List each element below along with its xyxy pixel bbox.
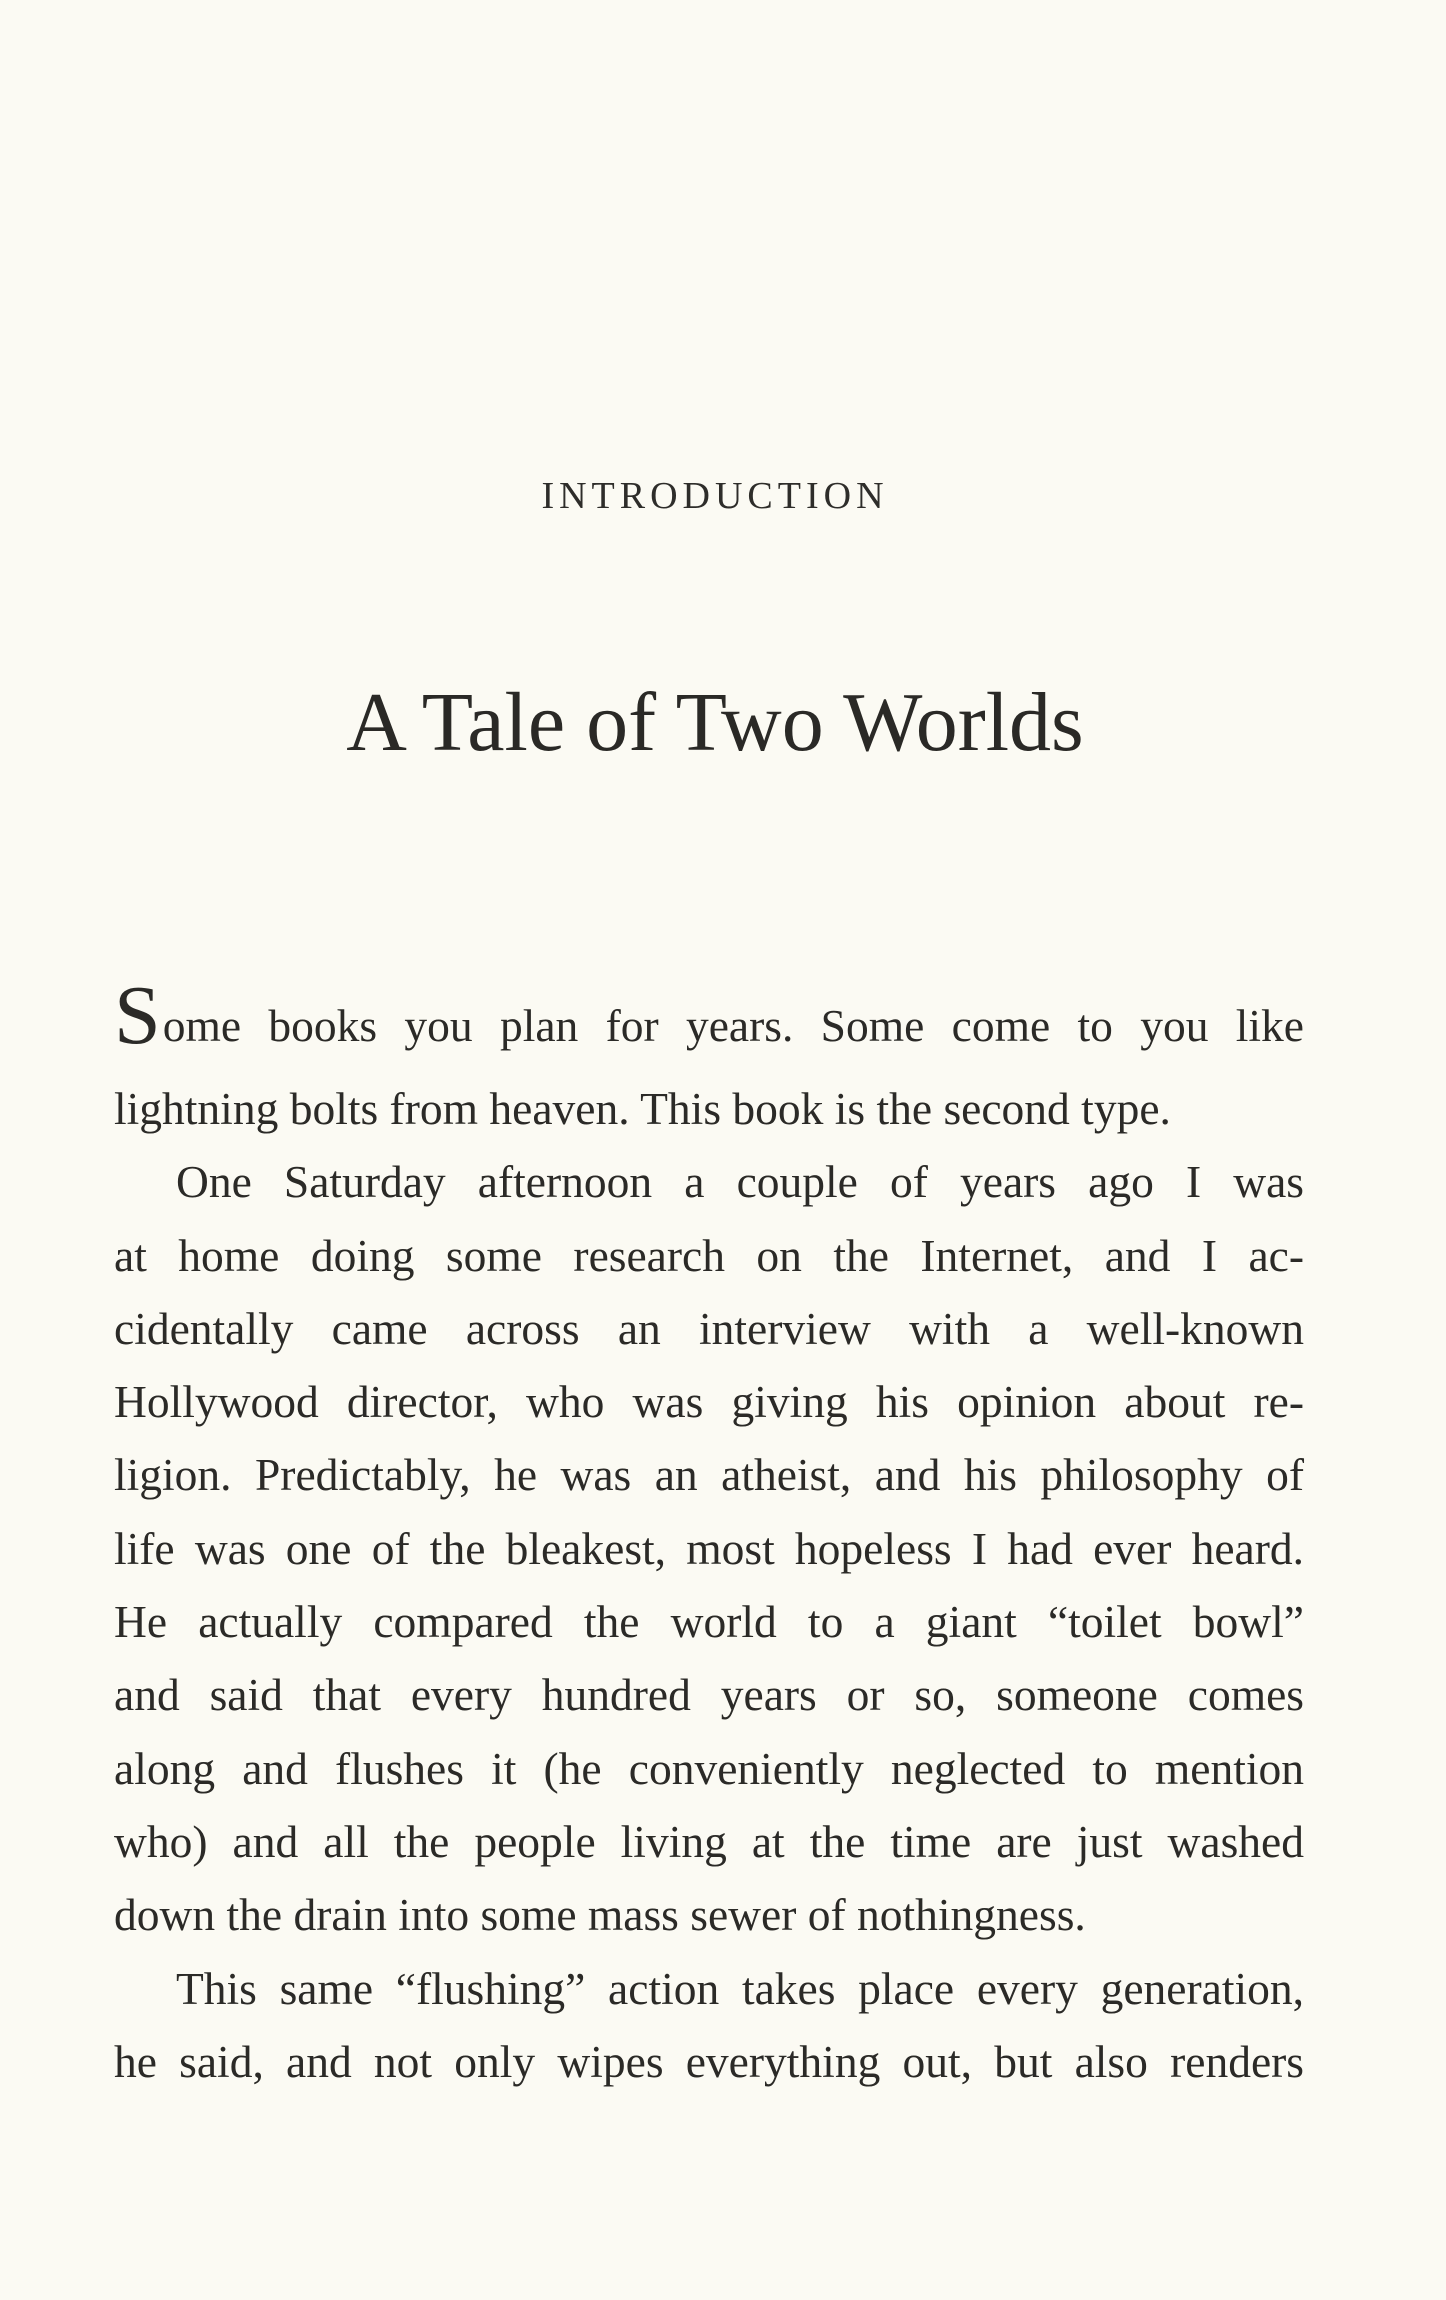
body-line: along and flushes it (he conveniently neglected to mention xyxy=(114,1742,1304,1794)
body-line xyxy=(114,969,1304,1072)
body-line: lightning bolts from heaven. This book is the second type. xyxy=(114,1083,1171,1134)
body-line: Hollywood director, who was giving his opinion about re- xyxy=(114,1376,1304,1428)
body-line: and said that every hundred years or so, someone comes xyxy=(114,1669,1304,1721)
body-text xyxy=(114,969,1304,2098)
body-line: cidentally came across an interview with a well-known xyxy=(114,1302,1304,1354)
body-line: who) and all the people living at the time are just washed xyxy=(114,1815,1304,1867)
body-line: down the drain into some mass sewer of nothingness. xyxy=(114,1889,1086,1941)
drop-cap: S xyxy=(114,969,161,1062)
body-line: This same “flushing” action takes place every generation, xyxy=(176,1962,1304,2014)
first-line-text: ome books you plan for years. Some come to you like xyxy=(162,1000,1304,1051)
body-line: One Saturday afternoon a couple of years ago I was xyxy=(176,1156,1304,1208)
body-line: ligion. Predictably, he was an atheist, and his philosophy of xyxy=(114,1449,1304,1501)
body-line: He actually compared the world to a giant “toilet bowl” xyxy=(114,1596,1304,1648)
body-line: he said, and not only wipes everything out, but also renders xyxy=(114,2035,1304,2087)
chapter-label: INTRODUCTION xyxy=(541,475,889,517)
chapter-title: A Tale of Two Worlds xyxy=(346,676,1084,770)
body-line: life was one of the bleakest, most hopeless I had ever heard. xyxy=(114,1522,1304,1574)
body-line: at home doing some research on the Internet, and I ac- xyxy=(114,1229,1304,1281)
